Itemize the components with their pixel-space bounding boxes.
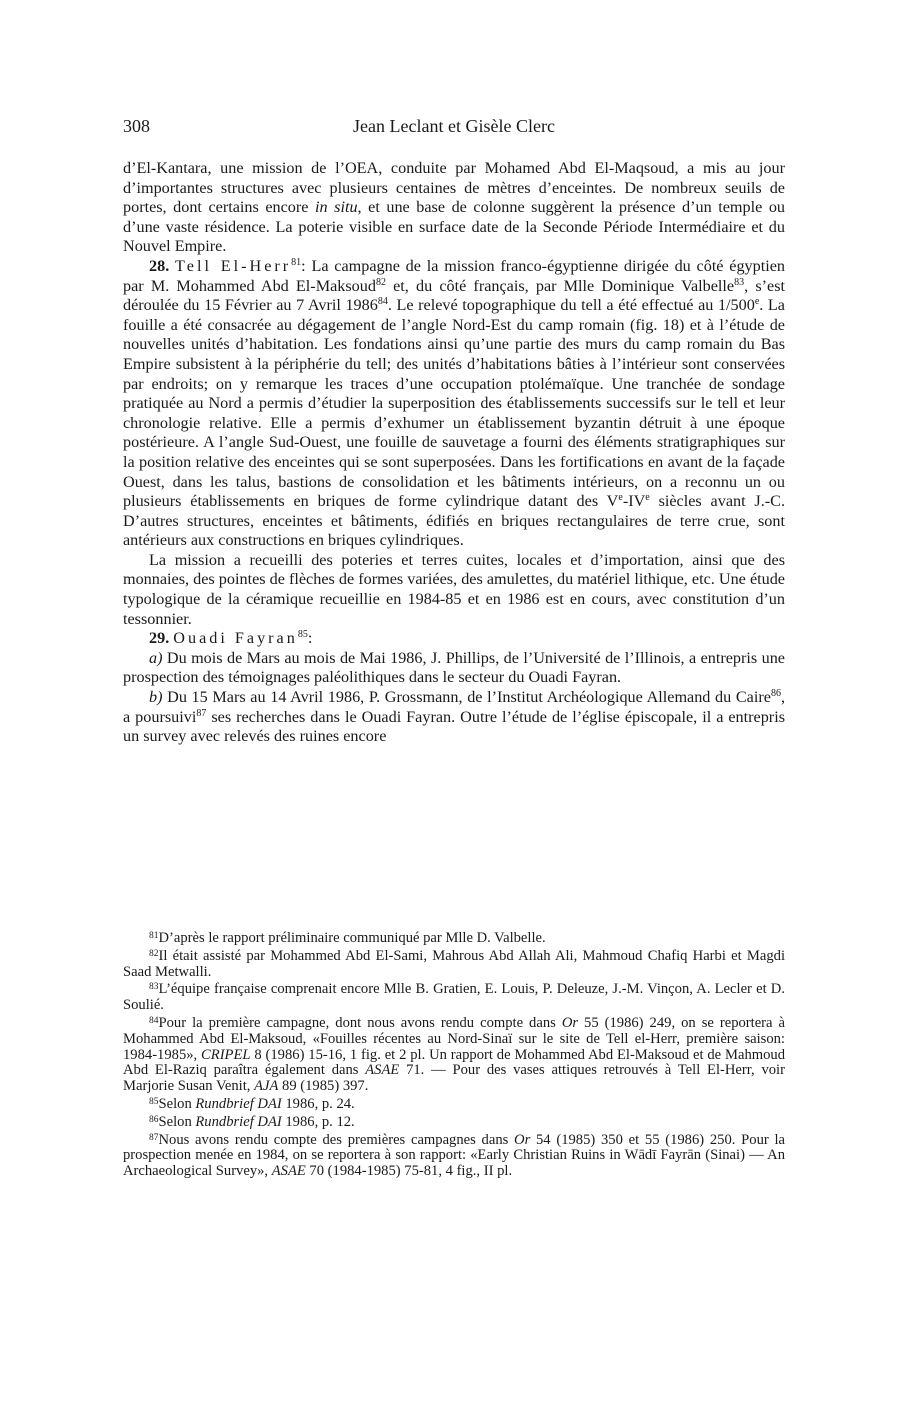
footnote-ref: 85 [297, 629, 308, 641]
section-29-ouadi-fayran: 29. Ouadi Fayran$^{85}$: [149, 629, 313, 648]
page-number: 308 [123, 116, 150, 136]
footnote-81: $^{81}$D’après le rapport préliminaire communiqué par Mlle D. Valbelle. [149, 930, 546, 946]
paragraph-mission-finds: La mission a recueilli des poteries et terres cuites, locales et d’importation, ainsi que des monnaies, des pointes de flèches de formes variées, des amulettes, du matériel lithique, etc. Une étude typologique de la céramique recueillie en 1984-85 et en 1986 est en cours, avec constitution d’un tessonnier. [123, 550, 785, 628]
footnote-84: $^{84}$Pour la première campagne, dont nous avons rendu compte dans Or 55 (1986) 249, on se reportera à Mohammed Abd El-Maksoud, «Fouilles récentes au Nord-Sinaï sur le site de Tell el-Herr, première saison: 1984-1985», CRIPEL 8 (1986) 15-16, 1 fig. et 2 pl. Un rapport de Mohammed Abd El-Maksoud et de Mahmoud Abd El-Raziq paraîtra également dans ASAE 71. — Pour des vases attiques retrouvés à Tell El-Herr, voir Marjorie Susan Venit, AJA 89 (1985) 397. [123, 1014, 785, 1095]
section-number: 28. [149, 256, 170, 275]
section-28-tell-el-herr: 28. Tell El-Herr$^{81}$: La campagne de la mission franco-égyptienne dirigée du côté égyptien par M. Mohammed Abd El-Maksoud$^{82}$ et, du côté français, par Mlle Dominique Valbelle$^{83}$, s’est déroulée du 15 Février au 7 Avril 1986$^{84}$. Le relevé topographique du tell a été effectué au 1/500e. La fouille a été consacrée au dégagement de l’angle Nord-Est du camp romain (fig. 18) et à l’étude de nouvelles unités d’habitation. Les fondations ainsi qu’une partie des murs du camp romain du Bas Empire subsistent à la périphérie du tell; des unités d’habitations bâties à l’intérieur sont conservées par endroits; on y remarque les traces d’une occupation ptolémaïque. Une tranchée de sondage pratiquée au Nord a permis d’étudier la superposition des établissements successifs sur le tell et leur chronologie relative. Elle a permis d’exhumer un établissement byzantin détruit à une époque postérieure. A l’angle Sud-Ouest, une fouille de sauvetage a fourni des éléments stratigraphiques sur la position relative des enceintes qui se sont superposées. Dans les fortifications en avant de la façade Ouest, dans les talus, bastions de consolidation et les bâtiments intérieurs, on a reconnu un ou plusieurs établissements en briques de forme cylindrique datant des Ve-IVe siècles avant J.-C. D’autres structures, enceintes et bâtiments, édifiés en briques rectangulaires de terre crue, sont antérieurs aux constructions en briques cylindriques. [123, 256, 786, 550]
footnote-ref: 83 [734, 276, 745, 288]
footnote-ref: 82 [375, 276, 386, 288]
running-title: Jean Leclant et Gisèle Clerc [353, 116, 555, 136]
footnote-82: $^{82}$Il était assisté par Mohammed Abd El-Sami, Mahrous Abd Allah Ali, Mahmoud Chafiq Harbi et Magdi Saad Metwalli. [123, 947, 785, 980]
footnote-ref: 87 [196, 707, 207, 719]
footnote-86: $^{86}$Selon Rundbrief DAI 1986, p. 12. [149, 1113, 355, 1130]
footnote-ref: 81 [291, 256, 302, 268]
footnote-85: $^{85}$Selon Rundbrief DAI 1986, p. 24. [149, 1095, 355, 1112]
site-name: Tell El-Herr [175, 256, 292, 275]
page-header [123, 116, 785, 140]
footnote-ref: 86 [770, 688, 781, 700]
footnote-ref: 84 [377, 296, 388, 308]
body-text [123, 159, 785, 747]
site-name: Ouadi Fayran [173, 629, 298, 648]
paragraph-29b: b) Du 15 Mars au 14 Avril 1986, P. Grossmann, de l’Institut Archéologique Allemand du Caire$^{86}$, a poursuivi$^{87}$ ses recherches dans le Ouadi Fayran. Outre l’étude de l’église épiscopale, il a entrepris un survey avec relevés des ruines encore [123, 688, 785, 746]
footnotes [123, 931, 785, 1182]
paragraph-29a: a) Du mois de Mars au mois de Mai 1986, J. Phillips, de l’Université de l’Illinois, a entrepris une prospection des témoignages paléolithiques dans le secteur du Ouadi Fayran. [123, 648, 785, 687]
footnote-83: $^{83}$L’équipe française comprenait encore Mlle B. Gratien, E. Louis, P. Deleuze, J.-M. Vinçon, A. Lecler et D. Soulié. [123, 981, 785, 1014]
section-number: 29. [149, 629, 170, 648]
footnote-87: $^{87}$Nous avons rendu compte des premières campagnes dans Or 54 (1985) 350 et 55 (1986) 250. Pour la prospection menée en 1984, on se reportera à son rapport: «Early Christian Ruins in Wādī Fayrān (Sinai) — An Archaeological Survey», ASAE 70 (1984-1985) 75-81, 4 fig., II pl. [123, 1131, 785, 1180]
paragraph-el-kantara: d’El-Kantara, une mission de l’OEA, conduite par Mohamed Abd El-Maqsoud, a mis au jour d’importantes structures avec plusieurs centaines de mètres d’enceintes. De nombreux seuils de portes, dont certains encore in situ, et une base de colonne suggèrent la présence d’un temple ou d’une vaste résidence. La poterie visible en surface date de la Seconde Période Intermédiaire et du Nouvel Empire. [123, 159, 786, 256]
